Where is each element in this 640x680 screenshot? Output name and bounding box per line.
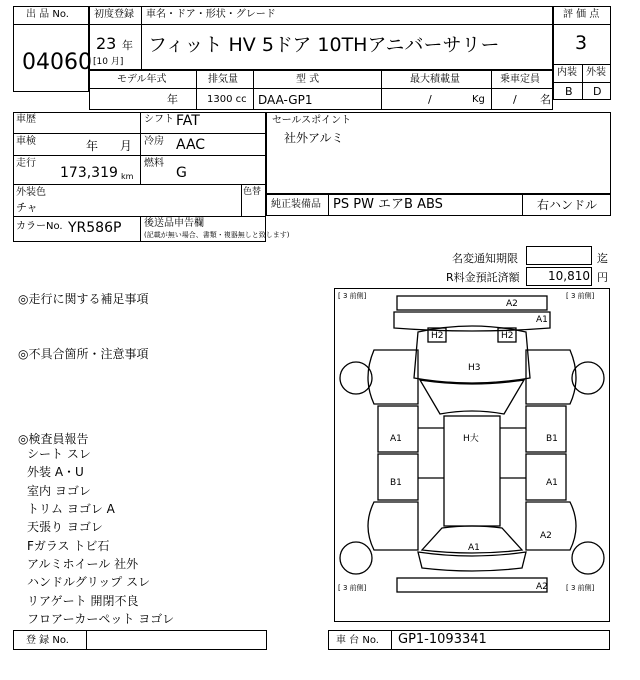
equipment-value: PS PW エアB ABS [333,197,443,212]
name-change-unit: 迄 [597,252,608,265]
mark-left-rear-door: B1 [390,478,402,488]
fuel-label: 燃料 [144,158,164,169]
divider [328,194,329,216]
left-rear-fender-part [368,502,418,550]
reg-no-label: 登 録 No. [26,635,69,646]
divider [141,6,142,70]
divider [553,24,611,25]
right-front-fender-part [526,350,576,404]
report-line: フロアーカーペット ヨゴレ [27,612,175,626]
lot-label: 出 品 No. [26,9,69,20]
post-label: 後送品申告欄 [144,218,204,229]
right-rear-door-part [526,454,566,500]
divider [89,24,553,25]
model-year-unit: 年 [167,93,178,106]
corner-tr-label: [ 3 前側] [566,292,595,300]
divider [13,24,89,25]
model-code: DAA-GP1 [258,93,313,107]
divider [391,630,392,650]
capacity-slash: / [513,93,517,106]
fuel-value: G [176,165,187,181]
mark-front-lower: A1 [536,315,548,325]
roof-part [444,416,500,526]
report-line: シート スレ [27,447,91,461]
sales-point-label: セールスポイント [272,115,352,126]
mark-rear-quarter-right: A2 [540,531,552,541]
max-load-label: 最大積載量 [410,74,460,85]
year-unit: 年 [122,39,133,52]
history-label: 車歴 [16,114,36,125]
wheel-front-right [572,362,604,394]
rear-bumper-part [397,578,547,592]
mark-trunk: A1 [468,543,480,553]
load-unit: Kg [472,94,485,105]
mark-headlight-right: H2 [501,331,514,341]
post-note: (記載が無い場合、書類・複器無しと致します) [144,231,290,239]
corner-br-label: [ 3 前側] [566,584,595,592]
trunk-part [418,552,526,571]
divider [89,88,553,89]
report-line: ハンドルグリップ スレ [27,575,151,589]
left-front-door-part [378,406,418,452]
wheel-front-left [340,362,372,394]
front-lower-part [394,312,550,331]
divider [13,184,266,185]
lot-number: 04060 [22,50,92,75]
right-rear-fender-part [526,502,576,550]
name-change-field [526,246,592,265]
overall-score: 3 [575,32,588,54]
right-front-door-part [526,406,566,452]
name-change-label: 名変通知期限 [452,252,518,265]
exterior-grade: D [593,85,602,98]
first-reg-month: [10 月] [93,57,124,67]
inspector-report-label: ◎検査員報告 [18,432,89,446]
inspection-value: 年 月 [86,139,132,153]
color-no-label: カラーNo. [16,221,63,232]
shift-label: シフト [144,114,174,125]
wheel-rear-right [572,542,604,574]
divider [86,630,87,650]
front-bumper-part [397,296,547,310]
inspection-label: 車検 [16,136,36,147]
steering-value: 右ハンドル [537,198,598,212]
color-no-value: YR586P [68,220,122,236]
driving-notes-label: ◎走行に関する補足事項 [18,292,149,306]
ac-label: 冷房 [144,136,164,147]
divider [253,70,254,110]
interior-grade: B [565,85,573,98]
displacement-value: 1300 cc [207,94,247,105]
mark-right-rear-door: A1 [546,478,558,488]
capacity-unit: 名 [540,93,551,106]
mark-left-front-door: A1 [390,434,402,444]
divider [196,70,197,110]
wheel-rear-left [340,542,372,574]
car-name-label: 車名・ドア・形状・グレード [146,9,276,20]
car-damage-diagram [334,288,610,622]
mark-front-bumper: A2 [506,299,518,309]
divider [381,70,382,110]
mark-rear-bumper: A2 [536,582,548,592]
sales-point-value: 社外アルミ [284,131,344,145]
report-line: Fガラス トビ石 [27,539,110,553]
color-change-label: 色替 [243,187,262,197]
report-line: 外装 A・U [27,465,84,479]
load-slash: / [428,93,432,106]
capacity-label: 乗車定員 [500,74,540,85]
recycle-label: R料金預託済額 [446,271,520,284]
mark-right-front-door: B1 [546,434,558,444]
score-label: 評 価 点 [563,9,600,20]
exterior-label: 外装 [586,67,606,78]
recycle-unit: 円 [597,271,608,284]
report-line: トリム ヨゴレ A [27,502,115,516]
mileage-value: 173,319 [60,165,118,181]
left-rear-door-part [378,454,418,500]
divider [241,184,242,216]
model-year-label: モデル年式 [117,74,167,85]
ext-color-value: チャ [16,201,38,214]
mark-headlight-left: H2 [431,331,444,341]
first-reg-year: 23 [96,34,117,53]
defects-label: ◎不具合箇所・注意事項 [18,347,149,361]
ext-color-label: 外装色 [16,187,46,198]
shift-value: FAT [176,113,200,129]
corner-bl-label: [ 3 前側] [338,584,367,592]
mileage-label: 走行 [16,158,36,169]
left-front-fender-part [368,350,418,404]
divider [140,216,141,242]
equipment-label: 純正装備品 [271,199,321,210]
report-line: アルミホイール 社外 [27,557,139,571]
car-name: フィット HV 5ドア 10THアニバーサリー [148,34,500,56]
divider [491,70,492,110]
displacement-label: 排気量 [208,74,238,85]
report-line: 室内 ヨゴレ [27,484,91,498]
chassis-label: 車 台 No. [336,635,379,646]
chassis-number: GP1-1093341 [398,632,487,647]
mark-roof: H大 [463,434,479,444]
recycle-value: 10,810 [548,269,590,283]
divider [140,112,141,184]
report-line: リアゲート 開閉不良 [27,594,139,608]
first-reg-label: 初度登録 [94,9,134,20]
report-line: 天張り ヨゴレ [27,520,103,534]
divider [582,64,583,100]
type-label: 型 式 [296,74,320,85]
interior-label: 内装 [557,67,577,78]
corner-tl-label: [ 3 前側] [338,292,367,300]
mark-hood: H3 [468,363,481,373]
mileage-unit: km [121,172,134,181]
divider [522,194,523,216]
ac-value: AAC [176,137,206,153]
windshield-part [420,380,524,414]
